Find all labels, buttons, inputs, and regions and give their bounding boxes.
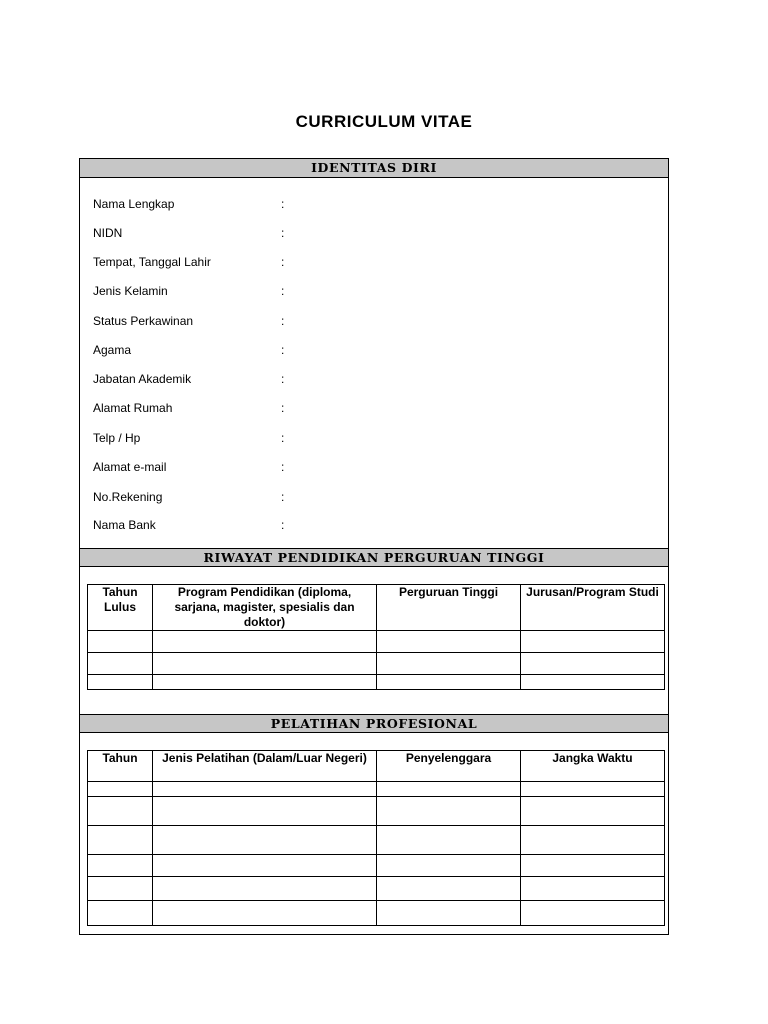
field-colon: :	[281, 401, 285, 415]
field-label: Jabatan Akademik	[93, 372, 192, 386]
pendidikan-table	[87, 584, 665, 690]
table-row	[88, 631, 665, 653]
section-heading-pendidikan: RIWAYAT PENDIDIKAN PERGURUAN TINGGI	[80, 548, 668, 567]
field-label: Telp / Hp	[93, 431, 141, 445]
table-cell[interactable]	[153, 631, 377, 653]
field-colon: :	[281, 197, 285, 211]
table-cell[interactable]	[153, 797, 377, 826]
field-colon: :	[281, 343, 285, 357]
document-title: CURRICULUM VITAE	[295, 112, 473, 131]
section-heading-identitas: IDENTITAS DIRI	[80, 159, 668, 178]
table-row	[88, 877, 665, 901]
table-cell[interactable]	[521, 901, 665, 926]
section-heading-pelatihan: PELATIHAN PROFESIONAL	[80, 714, 668, 733]
field-label: Alamat Rumah	[93, 401, 173, 415]
field-colon: :	[281, 460, 285, 474]
table-cell[interactable]	[521, 826, 665, 855]
table-cell[interactable]	[88, 855, 153, 877]
table-cell[interactable]	[377, 782, 521, 797]
field-label: Status Perkawinan	[93, 314, 194, 328]
column-header: Tahun	[88, 751, 153, 782]
table-cell[interactable]	[521, 877, 665, 901]
field-colon: :	[281, 226, 285, 240]
pelatihan-table	[87, 750, 665, 926]
field-colon: :	[281, 255, 285, 269]
field-label: No.Rekening	[93, 490, 163, 504]
table-cell[interactable]	[521, 653, 665, 675]
table-header-row	[88, 585, 665, 631]
field-label: Tempat, Tanggal Lahir	[93, 255, 211, 269]
table-cell[interactable]	[153, 855, 377, 877]
field-colon: :	[281, 284, 285, 298]
table-row	[88, 782, 665, 797]
field-colon: :	[281, 372, 285, 386]
table-cell[interactable]	[377, 653, 521, 675]
column-header: Jurusan/Program Studi	[521, 585, 665, 631]
table-cell[interactable]	[88, 653, 153, 675]
table-cell[interactable]	[377, 631, 521, 653]
table-cell[interactable]	[153, 675, 377, 690]
table-row	[88, 855, 665, 877]
column-header: Penyelenggara	[377, 751, 521, 782]
table-cell[interactable]	[521, 675, 665, 690]
table-cell[interactable]	[153, 826, 377, 855]
table-cell[interactable]	[88, 877, 153, 901]
table-cell[interactable]	[377, 877, 521, 901]
field-label: Alamat e-mail	[93, 460, 167, 474]
table-cell[interactable]	[153, 653, 377, 675]
table-cell[interactable]	[88, 826, 153, 855]
field-label: NIDN	[93, 226, 123, 240]
table-cell[interactable]	[377, 901, 521, 926]
field-colon: :	[281, 431, 285, 445]
column-header: Perguruan Tinggi	[377, 585, 521, 631]
table-cell[interactable]	[377, 826, 521, 855]
field-colon: :	[281, 314, 285, 328]
field-label: Jenis Kelamin	[93, 284, 168, 298]
table-header-row	[88, 751, 665, 782]
table-cell[interactable]	[88, 797, 153, 826]
field-label: Nama Bank	[93, 518, 156, 532]
table-row	[88, 901, 665, 926]
table-cell[interactable]	[377, 675, 521, 690]
field-label: Agama	[93, 343, 132, 357]
table-cell[interactable]	[88, 631, 153, 653]
table-row	[88, 797, 665, 826]
column-header: Program Pendidikan (diploma, sarjana, magister, spesialis dan doktor)	[153, 585, 377, 631]
table-cell[interactable]	[521, 782, 665, 797]
table-cell[interactable]	[377, 855, 521, 877]
table-cell[interactable]	[521, 855, 665, 877]
table-cell[interactable]	[521, 797, 665, 826]
field-colon: :	[281, 518, 285, 532]
table-cell[interactable]	[88, 782, 153, 797]
column-header: Tahun Lulus	[88, 585, 153, 631]
column-header: Jangka Waktu	[521, 751, 665, 782]
table-cell[interactable]	[153, 877, 377, 901]
table-cell[interactable]	[521, 631, 665, 653]
field-colon: :	[281, 490, 285, 504]
table-cell[interactable]	[377, 797, 521, 826]
cv-form-frame	[79, 158, 669, 935]
table-row	[88, 653, 665, 675]
table-cell[interactable]	[88, 901, 153, 926]
column-header: Jenis Pelatihan (Dalam/Luar Negeri)	[153, 751, 377, 782]
table-cell[interactable]	[153, 782, 377, 797]
table-cell[interactable]	[88, 675, 153, 690]
table-cell[interactable]	[153, 901, 377, 926]
table-row	[88, 675, 665, 690]
field-label: Nama Lengkap	[93, 197, 175, 211]
table-row	[88, 826, 665, 855]
